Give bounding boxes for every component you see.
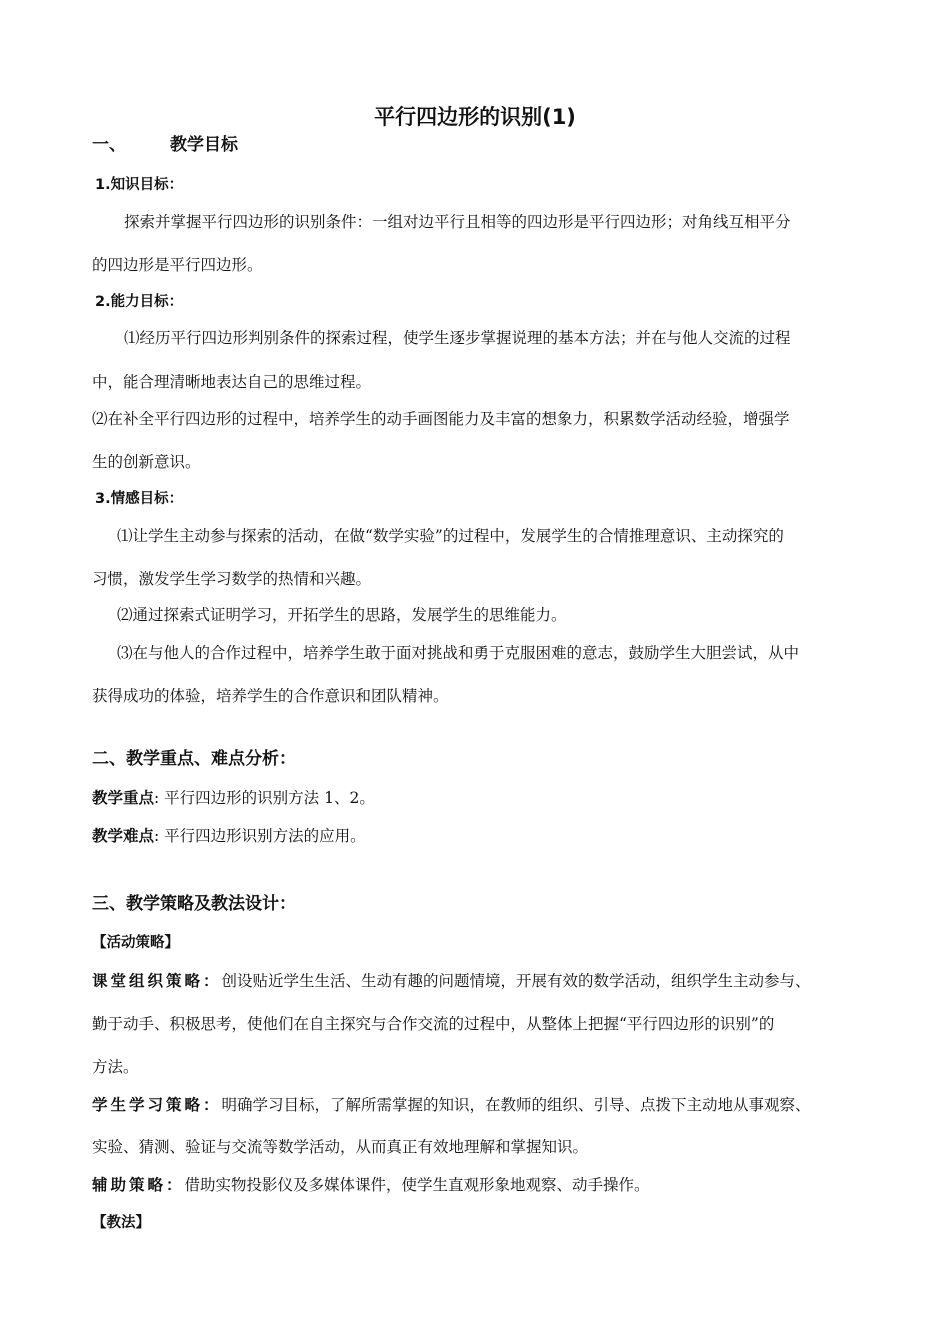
- class-strategy-line1: [92, 971, 811, 991]
- key-point-line: [92, 788, 375, 808]
- ability-goal-p1-line2: 中，能合理清晰地表达自己的思维过程。: [92, 373, 372, 391]
- document-title: 平行四边形的识别(1): [374, 105, 576, 129]
- key-point-text: : 平行四边形的识别方法 1、2。: [154, 789, 375, 807]
- teaching-method-label: 【教法】: [92, 1215, 150, 1231]
- emotion-goal-p1-line2: 习惯，激发学生学习数学的热情和兴趣。: [92, 570, 372, 588]
- activity-strategy-label: 【活动策略】: [92, 935, 179, 951]
- study-strategy-label: 学生学习策略：: [92, 1095, 222, 1114]
- ability-goal-p2-line1: ⑵在补全平行四边形的过程中，培养学生的动手画图能力及丰富的想象力，积累数学活动经验，增强学: [92, 410, 790, 428]
- aux-strategy-line: [92, 1175, 650, 1195]
- knowledge-goal-label: 1.知识目标：: [95, 177, 184, 193]
- emotion-goal-p3-line1: ⑶在与他人的合作过程中，培养学生敢于面对挑战和勇于克服困难的意志，鼓励学生大胆尝试，从中: [117, 644, 800, 662]
- ability-goal-p1-line1: ⑴经历平行四边形判别条件的探索过程，使学生逐步掌握说理的基本方法；并在与他人交流的过程: [124, 329, 791, 347]
- study-strategy-line1: [92, 1095, 811, 1115]
- class-strategy-line2: 勤于动手、积极思考，使他们在自主探究与合作交流的过程中，从整体上把握“平行四边形的识别”的: [92, 1015, 775, 1033]
- aux-strategy-text: 借助实物投影仪及多媒体课件，使学生直观形象地观察、动手操作。: [184, 1176, 650, 1194]
- ability-goal-p2-line2: 生的创新意识。: [92, 453, 201, 471]
- study-strategy-text-line1: 明确学习目标，了解所需掌握的知识，在教师的组织、引导、点拨下主动地从事观察、: [221, 1096, 811, 1114]
- emotion-goal-p1-line1: ⑴让学生主动参与探索的活动，在做“数学实验”的过程中，发展学生的合情推理意识、主动探究的: [117, 527, 784, 545]
- emotion-goal-p3-line2: 获得成功的体验，培养学生的合作意识和团队精神。: [92, 687, 449, 705]
- section1-heading: [92, 135, 238, 155]
- key-point-label: 教学重点: [92, 788, 155, 807]
- class-strategy-text-line1: 创设贴近学生生活、生动有趣的问题情境，开展有效的数学活动，组织学生主动参与、: [221, 972, 811, 990]
- aux-strategy-label: 辅助策略：: [92, 1175, 185, 1194]
- difficulty-label: 教学难点: [92, 826, 155, 845]
- class-strategy-line3: 方法。: [92, 1058, 139, 1076]
- ability-goal-label: 2.能力目标：: [95, 294, 184, 310]
- difficulty-text: : 平行四边形识别方法的应用。: [154, 827, 366, 845]
- emotion-goal-p2: ⑵通过探索式证明学习，开拓学生的思路，发展学生的思维能力。: [117, 606, 567, 624]
- knowledge-goal-text-line2: 的四边形是平行四边形。: [92, 256, 263, 274]
- emotion-goal-label: 3.情感目标：: [95, 491, 184, 507]
- class-strategy-label: 课堂组织策略：: [92, 971, 222, 990]
- section1-number: 一、: [92, 135, 126, 155]
- section3-heading: 三、教学策略及教法设计：: [92, 894, 296, 914]
- difficulty-line: [92, 826, 366, 846]
- knowledge-goal-text-line1: 探索并掌握平行四边形的识别条件：一组对边平行且相等的四边形是平行四边形；对角线互相平分: [124, 213, 791, 231]
- section2-heading: 二、教学重点、难点分析：: [92, 749, 296, 769]
- study-strategy-line2: 实验、猜测、验证与交流等数学活动，从而真正有效地理解和掌握知识。: [92, 1138, 589, 1156]
- section1-title: 教学目标: [170, 135, 238, 155]
